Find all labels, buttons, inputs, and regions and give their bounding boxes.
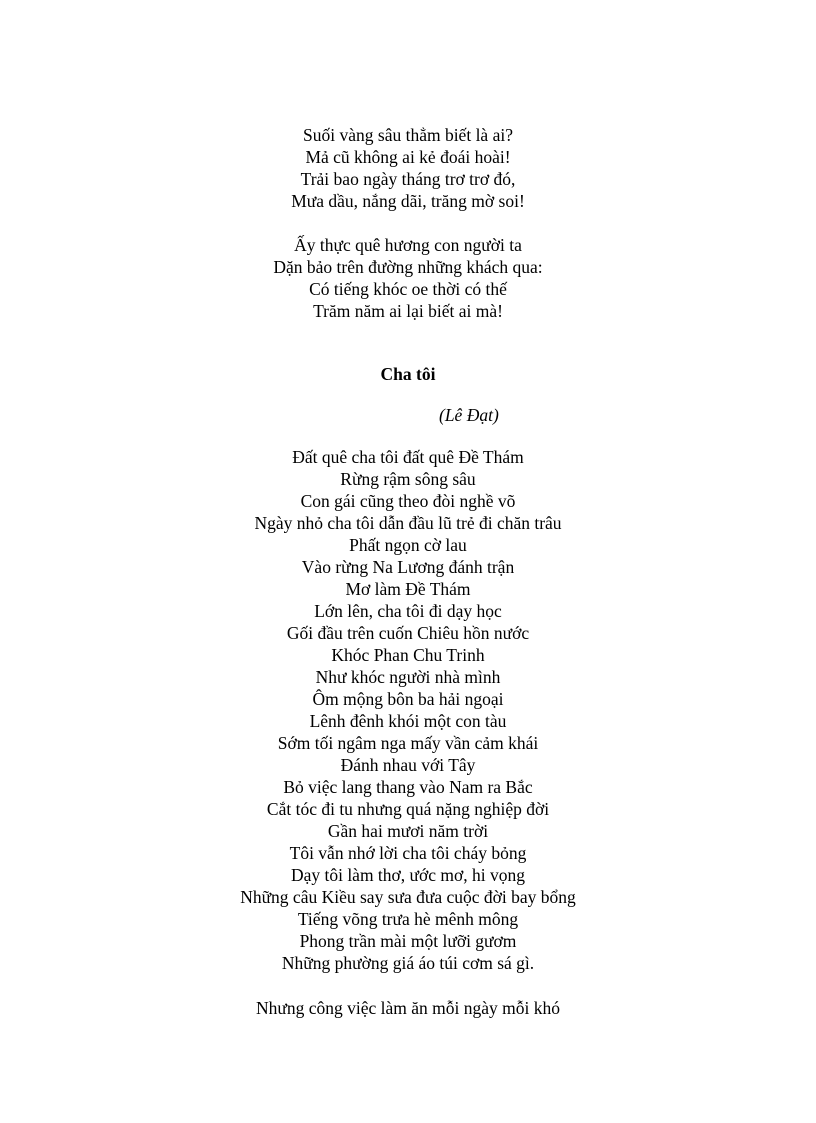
poem-line: Những phường giá áo túi cơm sá gì.	[281, 953, 535, 973]
poem-line: Khóc Phan Chu Trinh	[331, 645, 485, 665]
poem-line: Sớm tối ngâm nga mấy vần cảm khái	[277, 733, 539, 753]
stanza	[0, 446, 816, 974]
poem-line: Gần hai mươi năm trời	[327, 821, 489, 841]
poem-line: Đánh nhau với Tây	[340, 755, 476, 775]
poem-author: (Lê Đạt)	[439, 405, 499, 425]
poem-line: Lênh đênh khói một con tàu	[309, 711, 507, 731]
poem-line: Dạy tôi làm thơ, ước mơ, hi vọng	[290, 865, 526, 885]
stanza	[0, 124, 816, 212]
poem-line: Những câu Kiều say sưa đưa cuộc đời bay bổng	[240, 887, 576, 907]
stanza	[0, 997, 816, 1019]
poem-line: Phất ngọn cờ lau	[349, 535, 467, 555]
poem-line: Bỏ việc lang thang vào Nam ra Bắc	[283, 777, 533, 797]
poem-line: Con gái cũng theo đòi nghề võ	[300, 491, 516, 511]
poem-line: Trăm năm ai lại biết ai mà!	[313, 301, 503, 321]
poem-line: Đất quê cha tôi đất quê Đề Thám	[292, 447, 524, 467]
stanza	[0, 234, 816, 322]
poem-line: Có tiếng khóc oe thời có thế	[309, 279, 507, 299]
poem-line: Mả cũ không ai kẻ đoái hoài!	[305, 147, 511, 167]
poem-line: Gối đầu trên cuốn Chiêu hồn nước	[286, 623, 530, 643]
poem-line: Suối vàng sâu thẳm biết là ai?	[303, 125, 513, 145]
poem-line: Ôm mộng bôn ba hải ngoại	[312, 689, 504, 709]
poem-line: Lớn lên, cha tôi đi dạy học	[314, 601, 502, 621]
poem-line: Rừng rậm sông sâu	[340, 469, 476, 489]
poem-line: Tiếng võng trưa hè mênh mông	[297, 909, 519, 929]
poem-line: Mưa dầu, nắng dãi, trăng mờ soi!	[291, 191, 525, 211]
poem-line: Ngày nhỏ cha tôi dẫn đầu lũ trẻ đi chăn trâu	[254, 513, 562, 533]
poem-line: Trải bao ngày tháng trơ trơ đó,	[300, 169, 516, 189]
poem-title: Cha tôi	[380, 364, 436, 384]
poem-line: Mơ làm Đề Thám	[345, 579, 471, 599]
poem-line: Dặn bảo trên đường những khách qua:	[273, 257, 543, 277]
poem-line: Vào rừng Na Lương đánh trận	[301, 557, 515, 577]
poem-line: Ấy thực quê hương con người ta	[294, 235, 522, 255]
poem-line: Tôi vẫn nhớ lời cha tôi cháy bỏng	[289, 843, 527, 863]
poem-line: Nhưng công việc làm ăn mỗi ngày mỗi khó	[255, 998, 560, 1018]
poem-line: Cắt tóc đi tu nhưng quá nặng nghiệp đời	[266, 799, 550, 819]
poem-line: Phong trần mài một lưỡi gươm	[299, 931, 517, 951]
poem-line: Như khóc người nhà mình	[315, 667, 501, 687]
